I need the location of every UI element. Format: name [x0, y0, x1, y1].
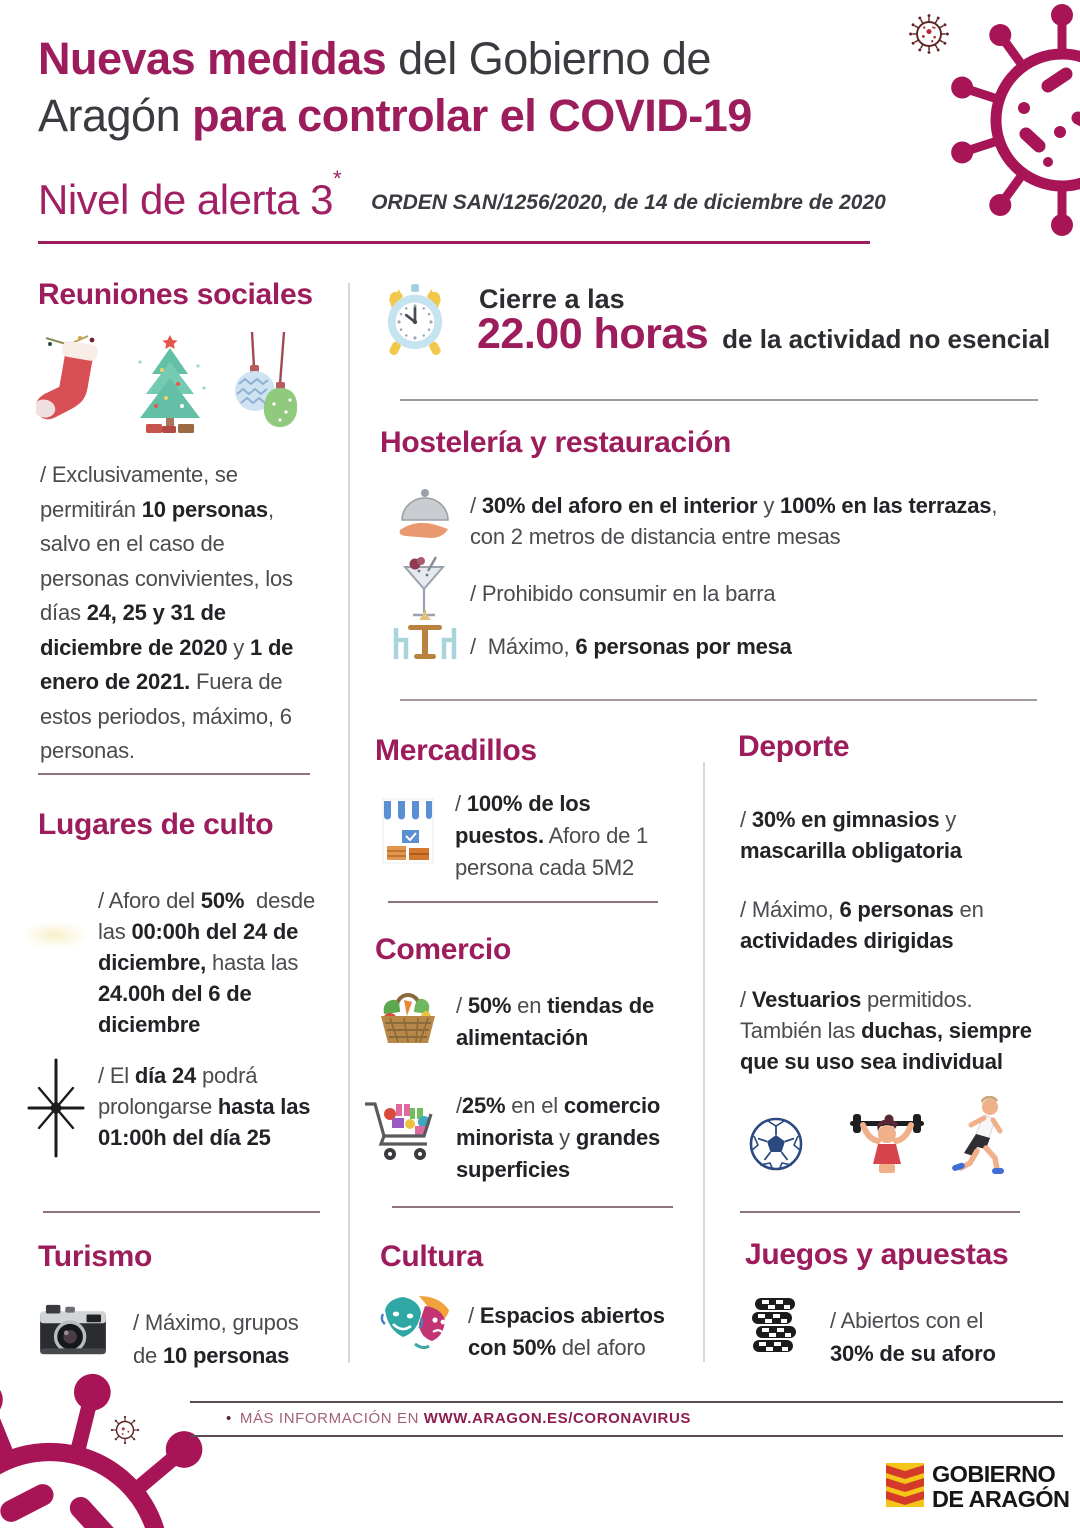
- closure-line: [477, 310, 1050, 359]
- section-title-mercadillos: Mercadillos: [375, 734, 537, 767]
- turismo-item-text: / Máximo, grupos de 10 personas: [133, 1310, 299, 1368]
- section-divider: [38, 773, 310, 775]
- order-reference: ORDEN SAN/1256/2020, de 14 de diciembre de 2020: [371, 191, 886, 214]
- grocery-basket-icon: [376, 990, 440, 1046]
- juegos-item-text: / Abiertos con el 30% de su aforo: [830, 1308, 996, 1366]
- footer-divider: [190, 1435, 1063, 1437]
- market-stall-icon: [382, 798, 434, 864]
- shopping-cart-icon: [362, 1096, 442, 1166]
- aragon-flag-icon: [886, 1462, 924, 1508]
- deporte-paragraph: / Máximo, 6 personas en actividades dirigidas: [740, 897, 984, 953]
- column-divider: [348, 283, 350, 1363]
- page-title-line2: Aragón para controlar el COVID-19: [38, 90, 752, 141]
- section-title-juegos: Juegos y apuestas: [745, 1238, 1009, 1271]
- mercadillos-item-text: / 100% de los puestos. Aforo de 1 persona cada 5M2: [455, 791, 649, 880]
- page-title: [38, 30, 752, 144]
- lugares-item-text: / El día 24 podrá prolongarse hasta las 01:00h del día 25: [98, 1063, 311, 1150]
- christmas-tree-icon: [128, 332, 212, 434]
- closure-scope: de la actividad no esencial: [722, 324, 1051, 354]
- christmas-ornaments-icon: [232, 332, 298, 434]
- comercio-item-text: / 50% en tiendas de alimentación: [456, 993, 654, 1050]
- coronavirus-outline-icon: [108, 1413, 142, 1447]
- section-divider: [400, 699, 1037, 701]
- section-divider: [392, 1206, 673, 1208]
- section-title-comercio: Comercio: [375, 933, 511, 966]
- logo-line2: DE ARAGÓN: [932, 1485, 1070, 1512]
- deporte-paragraph: / 30% en gimnasios y mascarilla obligatoria: [740, 807, 962, 863]
- section-title-hosteleria: Hostelería y restauración: [380, 426, 731, 459]
- footer-url-link[interactable]: WWW.ARAGON.ES/CORONAVIRUS: [423, 1410, 691, 1427]
- food-tray-icon: [394, 486, 456, 544]
- bethlehem-star-icon: [27, 1058, 85, 1158]
- coronavirus-icon: [942, 0, 1080, 240]
- christmas-icons-row: [36, 332, 298, 434]
- candle-glow-icon: [20, 920, 90, 950]
- section-title-turismo: Turismo: [38, 1240, 153, 1273]
- footer-info-label: MÁS INFORMACIÓN EN: [239, 1410, 424, 1427]
- weightlifter-icon: [848, 1106, 926, 1178]
- reuniones-body: / Exclusivamente, se permitirán 10 personas, salvo en el caso de personas convivientes, los días 24, 25 y 31 de diciembre de 2020 y 1 de enero de 2021. Fuera de estos periodos, máximo, 6 personas.: [40, 462, 294, 763]
- gobierno-aragon-logo: [932, 1462, 1069, 1511]
- column-divider: [703, 762, 705, 1362]
- alarm-clock-icon: [383, 281, 447, 359]
- camera-icon: [37, 1300, 109, 1358]
- section-title-reuniones: Reuniones sociales: [38, 278, 313, 311]
- table-chairs-icon: [387, 608, 463, 664]
- section-divider: [400, 399, 1038, 401]
- soccer-ball-icon: [748, 1116, 804, 1172]
- hosteleria-item-text: / 30% del aforo en el interior y 100% en las terrazas, con 2 metros de distancia entre mesas: [470, 493, 998, 549]
- hosteleria-item-text: / Prohibido consumir en la barra: [470, 581, 776, 606]
- footer-bullet: •: [226, 1410, 232, 1427]
- section-divider: [388, 901, 658, 903]
- logo-line1: GOBIERNO: [932, 1461, 1056, 1487]
- theater-masks-icon: [379, 1292, 461, 1356]
- closure-intro: Cierre a las: [479, 284, 625, 314]
- runner-icon: [948, 1096, 1010, 1178]
- closure-time: 22.00 horas: [477, 310, 709, 358]
- section-title-lugares: Lugares de culto: [38, 808, 274, 841]
- lugares-item-text: / Aforo del 50% desde las 00:00h del 24 de diciembre, hasta las 24.00h del 6 de diciembre: [98, 888, 315, 1037]
- page-title-line1: Nuevas medidas del Gobierno de: [38, 33, 711, 84]
- comercio-item-text: /25% en el comercio minorista y grandes superficies: [456, 1093, 661, 1182]
- header-divider: [38, 241, 870, 244]
- alert-asterisk: *: [333, 166, 342, 191]
- footer-divider: [190, 1401, 1063, 1403]
- section-divider: [740, 1211, 1020, 1213]
- deporte-paragraph: / Vestuarios permitidos. También las duchas, siempre que su uso sea individual: [740, 987, 1032, 1074]
- christmas-stocking-icon: [36, 334, 108, 434]
- alert-level: Nivel de alerta 3*: [38, 166, 342, 223]
- alert-row: [38, 166, 886, 224]
- section-title-cultura: Cultura: [380, 1240, 483, 1273]
- section-title-deporte: Deporte: [738, 730, 850, 763]
- cultura-item-text: / Espacios abiertos con 50% del aforo: [468, 1303, 665, 1360]
- poker-chips-icon: [748, 1296, 802, 1358]
- hosteleria-item-text: / Máximo, 6 personas por mesa: [470, 634, 792, 659]
- section-divider: [43, 1211, 320, 1213]
- footer-info: [226, 1410, 691, 1427]
